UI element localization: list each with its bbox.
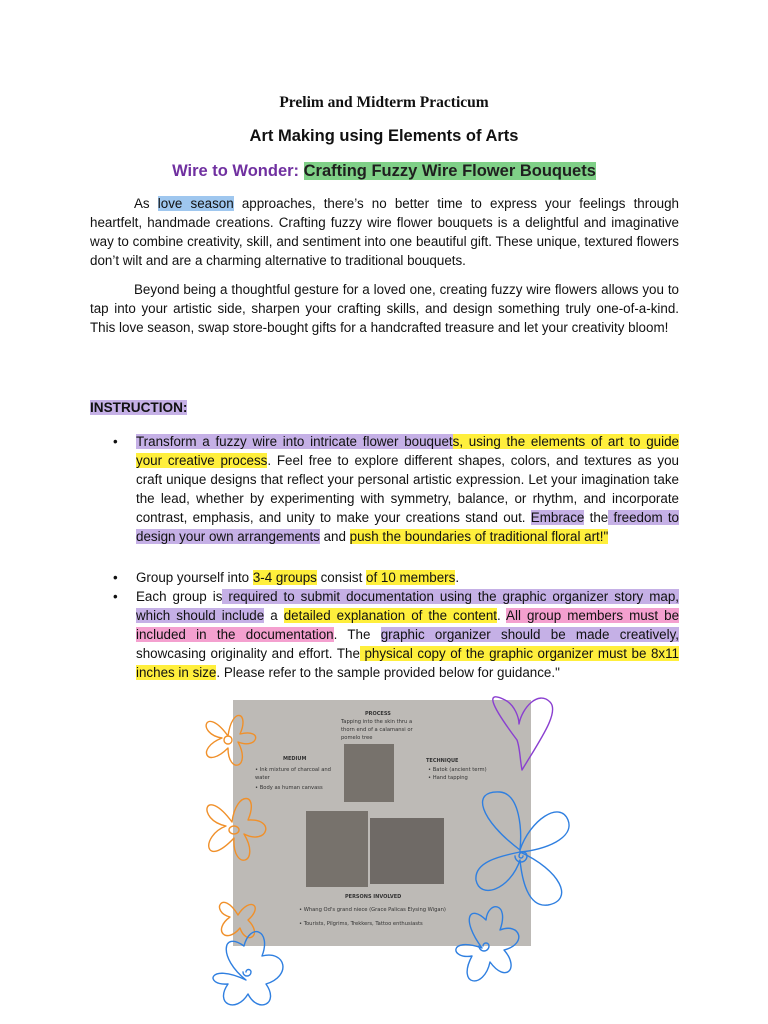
technique-title: TECHNIQUE [426,758,459,764]
blue-flower-left-icon [213,932,283,1005]
b1-text-2: s, using the elements of art to guide your creative process [136,434,679,469]
b2-text-3: consist [316,570,367,585]
b3-text-7: . The [333,627,381,643]
b1-text-7: and [319,529,350,545]
b3-text-6: All group members must be included in the documentation [136,608,680,643]
b3-text-1: Each group is [136,589,223,604]
persons-title: PERSONS INVOLVED [345,894,402,900]
b3-text-5: . [497,608,507,624]
purple-heart-icon [493,697,553,770]
medium-item: • Ink mixture of charcoal and water [255,767,331,781]
b1-text-6: freedom to design your own arrangements [136,510,679,545]
b1-text-4: Embrace [530,510,585,526]
medium-title: MEDIUM [283,756,307,762]
process-title: PROCESS [365,711,391,717]
b2-text-5: . [455,570,460,585]
b1-text-8: push the boundaries of traditional floral art!" [349,529,609,545]
b2-text-1: Group yourself into [136,570,253,585]
blue-spiral-3-icon [243,970,251,976]
persons-item: • Whang Od's grand niece (Grace Palicas Elysing Wigan) [299,907,446,913]
b3-text-2: required to submit documentation using the graphic organizer story map, which should include [136,589,679,624]
theme-highlight: Crafting Fuzzy Wire Flower Bouquets [303,162,596,180]
b1-text-1: Transform a fuzzy wire into intricate flower bouquet [136,434,453,449]
b1-text-5: the [584,510,609,526]
orange-flower-3-icon [220,902,256,937]
orange-flower-2-icon [207,799,266,861]
medium-item: • Body as human canvass [255,785,323,791]
blue-butterfly-large-icon [476,792,569,905]
instruction-heading: INSTRUCTION: [90,400,188,415]
b3-text-11: . Please refer to the sample provided below for guidance." [216,665,560,681]
p1-start: As [134,196,158,211]
b1-text-3: . Feel free to explore different shapes, colors, and textures as you craft unique designs that reflect your personal artistic expression. Let your imagination take the lead, whether by experimenting with symmetry, balance, or rhythm, and incorporate contrast, emphasis, and unity to make your creations stand out. [136,453,679,526]
b3-text-10: physical copy of the graphic organizer must be 8x11 inches in size [136,646,679,681]
p1-rest: approaches, there’s no better time to express your feelings through heartfelt, handmade creations. Crafting fuzzy wire flower bouquets is a delightful and imaginative way to combine creativity, skill, and sentiment into one beautiful gift. These unique, textured flowers don’t wilt and are a charming alternative to traditional bouquets. [90,196,679,269]
page-title: Prelim and Midterm Practicum [279,94,489,111]
bullet-icon: • [113,570,118,585]
p2-text: Beyond being a thoughtful gesture for a loved one, creating fuzzy wire flowers allows you to tap into your artistic side, sharpen your crafting skills, and design something truly one-of-a-kind. This love season, swap store-bought gifts for a handcrafted treasure and let your creativity bloom! [90,282,679,336]
page-subtitle: Art Making using Elements of Arts [249,127,519,145]
b3-text-8: graphic organizer should be made creatively, [380,627,679,643]
bullet-icon: • [113,434,118,449]
b3-text-9: showcasing originality and effort. The [136,646,360,662]
theme-prefix: Wire to Wonder: [172,162,304,180]
b2-text-4: of 10 members [366,570,456,585]
technique-item: • Batok (ancient term) [428,767,487,773]
persons-item: • Tourists, Pilgrims, Trekkers, Tattoo enthusiasts [299,921,423,927]
orange-flower-1-icon [206,715,255,765]
blue-spiral-icon [515,852,527,862]
b3-text-4: detailed explanation of the content [283,608,497,624]
b2-text-2: 3-4 groups [252,570,317,585]
technique-item: • Hand tapping [428,775,468,781]
love-season-highlight: love season [157,196,234,211]
process-text: Tapping into the skin thru a thorn end of a calamansi or pomelo tree [341,719,413,741]
b3-text-3: a [264,608,284,624]
bullet-icon: • [113,589,118,604]
